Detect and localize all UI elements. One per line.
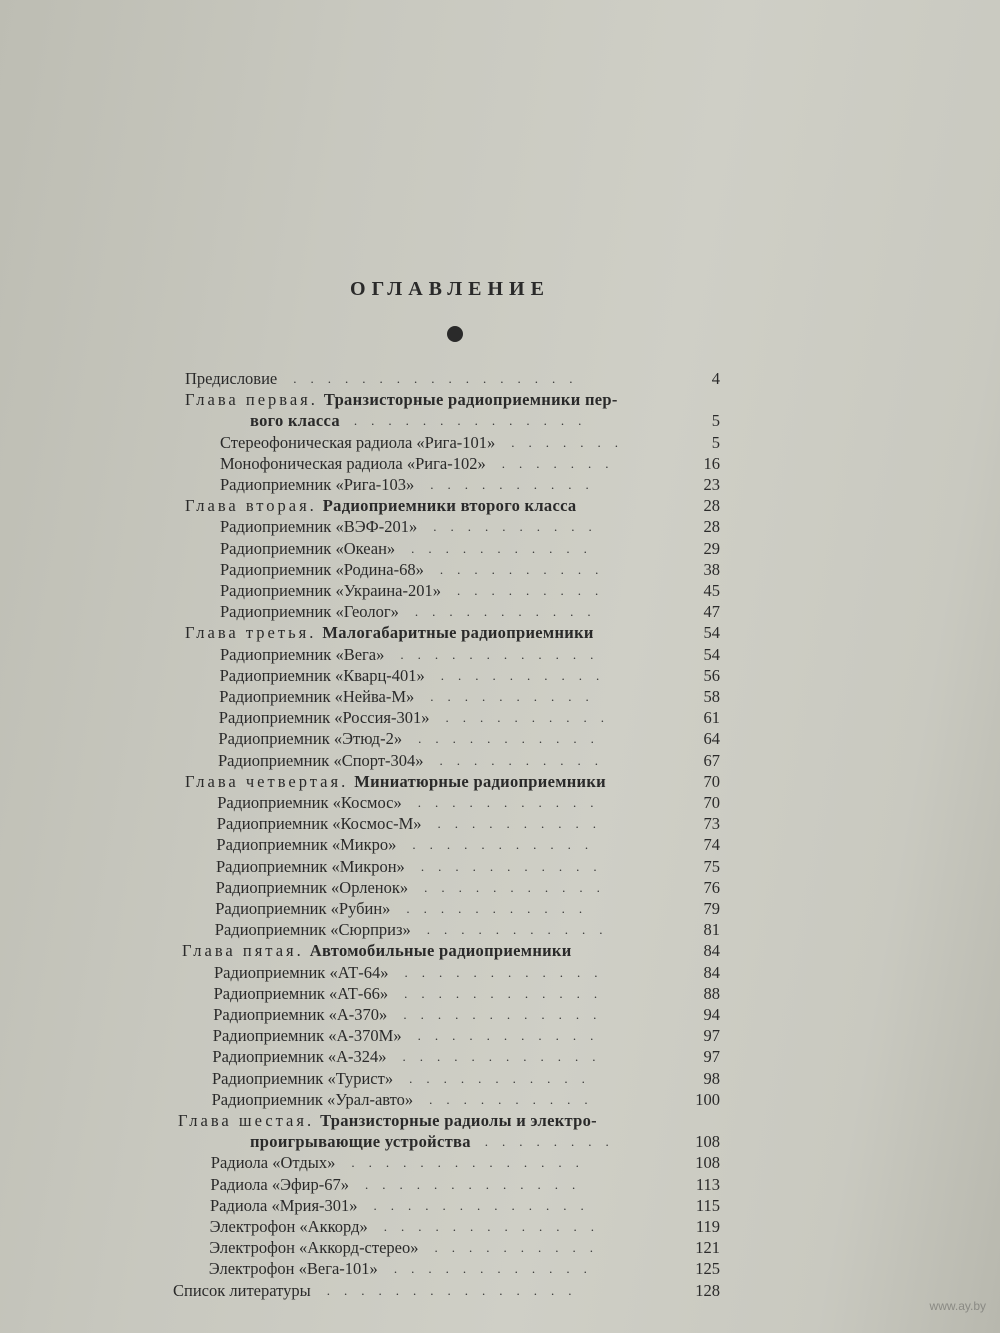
- toc-page-number: 67: [703, 750, 720, 770]
- toc-item-label: Радиоприемник «Турист»: [212, 1068, 394, 1088]
- toc-chapter-continuation[interactable]: [250, 410, 720, 432]
- leader-dots: ..........: [440, 667, 614, 683]
- toc-page-number: 70: [703, 793, 720, 812]
- toc-page-number: 74: [703, 835, 720, 855]
- toc-chapter-continuation[interactable]: [250, 1131, 720, 1153]
- toc-page-number: 76: [703, 877, 720, 897]
- toc-page-number: 5: [711, 411, 720, 431]
- toc-item[interactable]: [216, 834, 720, 856]
- chapter-title-continued: вого класса: [250, 411, 340, 431]
- toc-item-label: Радиоприемник «Космос»: [217, 793, 402, 812]
- leader-dots: ............: [400, 646, 608, 662]
- toc-item-label: Радиоприемник «Микрон»: [216, 856, 405, 876]
- watermark: www.ay.by: [929, 1299, 986, 1313]
- chapter-title: Транзисторные радиоприемники пер-: [323, 390, 618, 410]
- toc-page-number: 56: [703, 665, 720, 685]
- toc-item[interactable]: [212, 1046, 720, 1068]
- toc-item[interactable]: [216, 856, 720, 878]
- toc-page-number: 16: [703, 453, 720, 473]
- toc-item-label: Радиоприемник «Геолог»: [220, 602, 399, 622]
- leader-dots: .................: [293, 371, 587, 386]
- leader-dots: .............: [365, 1176, 590, 1192]
- toc-item-label: Электрофон «Аккорд-стерео»: [209, 1238, 419, 1258]
- leader-dots: ..........: [437, 816, 611, 832]
- toc-item[interactable]: [212, 1089, 720, 1111]
- toc-item-label: Радиоприемник «Спорт-304»: [218, 750, 424, 770]
- toc-item-label: Радиоприемник «Космос-М»: [216, 814, 422, 834]
- toc-item-label: Радиоприемник «А-370М»: [212, 1026, 402, 1046]
- leader-dots: ...........: [420, 858, 611, 874]
- leader-dots: .........: [457, 583, 613, 598]
- toc-item[interactable]: [220, 453, 720, 475]
- leader-dots: ............: [403, 1007, 611, 1022]
- toc-item[interactable]: [220, 601, 720, 623]
- toc-item[interactable]: [216, 877, 720, 899]
- toc-item-label: Радиоприемник «Орленок»: [215, 877, 409, 897]
- toc-item[interactable]: [215, 919, 720, 941]
- toc-item[interactable]: [220, 432, 720, 454]
- leader-dots: ..........: [439, 561, 613, 577]
- toc-item-label: Электрофон «Аккорд»: [209, 1217, 368, 1236]
- toc-item[interactable]: [220, 474, 720, 496]
- toc-page-number: 54: [703, 644, 720, 664]
- toc-page-number: 47: [703, 602, 720, 622]
- toc-item[interactable]: [218, 750, 720, 772]
- leader-dots: ..........: [434, 1240, 607, 1256]
- leader-dots: ..........: [439, 752, 613, 768]
- leader-dots: ........: [484, 1134, 623, 1150]
- toc-item[interactable]: [210, 1216, 720, 1238]
- toc-page-number: 84: [703, 941, 720, 961]
- page-title: ОГЛАВЛЕНИЕ: [350, 278, 550, 300]
- toc-item-label: Радиоприемник «Рубин»: [215, 899, 391, 918]
- toc-page-number: 119: [695, 1217, 720, 1236]
- toc-item[interactable]: [215, 898, 720, 920]
- toc-page-number: 54: [703, 623, 720, 643]
- leader-dots: ...........: [417, 1028, 608, 1044]
- toc-item[interactable]: [213, 1025, 720, 1047]
- toc-item-label: Радиоприемник «АТ-66»: [213, 983, 389, 1003]
- chapter-prefix: Глава шестая.: [178, 1111, 315, 1130]
- leader-dots: ..........: [429, 1091, 602, 1107]
- leader-dots: ............: [402, 1049, 610, 1065]
- toc-item[interactable]: [217, 813, 720, 835]
- chapter-title: Миниатюрные радиоприемники: [354, 771, 606, 791]
- chapter-title: Автомобильные радиоприемники: [309, 941, 572, 961]
- toc-chapter[interactable]: [178, 1110, 720, 1132]
- toc-item-label: Радиоприемник «Вега»: [220, 644, 385, 664]
- toc-item[interactable]: [210, 1195, 720, 1217]
- toc-page-number: 115: [695, 1195, 720, 1215]
- leader-dots: ..........: [430, 689, 603, 704]
- toc-item-label: Радиоприемник «Сюрприз»: [214, 920, 411, 940]
- toc-page-number: 38: [703, 559, 720, 579]
- toc-section[interactable]: [185, 368, 720, 390]
- toc-item-label: Радиола «Отдых»: [210, 1153, 336, 1173]
- toc-item[interactable]: [217, 792, 720, 814]
- leader-dots: ..............: [351, 1155, 593, 1171]
- toc-item[interactable]: [214, 962, 720, 984]
- chapter-title: Транзисторные радиолы и электро-: [320, 1111, 597, 1130]
- leader-dots: ...........: [414, 604, 605, 620]
- toc-item-label: Стереофоническая радиола «Рига-101»: [220, 432, 496, 452]
- toc-item-label: Радиоприемник «Украина-201»: [220, 581, 442, 600]
- toc-chapter[interactable]: [185, 771, 720, 793]
- toc-item-label: Радиола «Эфир-67»: [210, 1174, 349, 1194]
- chapter-prefix: Глава пятая.: [182, 941, 304, 961]
- toc-page-number: 70: [703, 771, 720, 791]
- toc-item[interactable]: [211, 1152, 720, 1174]
- chapter-prefix: Глава третья.: [185, 623, 317, 643]
- leader-dots: .......: [501, 455, 623, 471]
- leader-dots: ............: [404, 985, 612, 1001]
- toc-item[interactable]: [219, 686, 720, 708]
- toc-page-number: 94: [703, 1005, 720, 1024]
- toc-item[interactable]: [214, 983, 720, 1005]
- toc-item[interactable]: [220, 580, 720, 602]
- chapter-title: Радиоприемники второго класса: [322, 496, 577, 516]
- toc-chapter[interactable]: [185, 495, 720, 517]
- leader-dots: ...........: [426, 922, 617, 938]
- chapter-title-continued: проигрывающие устройства: [250, 1132, 471, 1152]
- toc-page-number: 98: [703, 1068, 720, 1088]
- chapter-title: Малогабаритные радиоприемники: [322, 623, 594, 643]
- toc-item-label: Радиоприемник «АТ-64»: [214, 962, 389, 982]
- toc-item[interactable]: [210, 1174, 720, 1196]
- leader-dots: ...........: [418, 731, 608, 747]
- toc-item-label: Радиола «Мрия-301»: [210, 1195, 358, 1215]
- toc-page-number: 28: [703, 517, 720, 537]
- toc-item-label: Радиоприемник «Кварц-401»: [219, 665, 425, 685]
- chapter-prefix: Глава первая.: [185, 390, 318, 410]
- toc-page-number: 73: [703, 814, 720, 834]
- leader-dots: ..............: [353, 413, 596, 429]
- toc-item-label: Радиоприемник «ВЭФ-201»: [220, 517, 418, 537]
- leader-dots: ...........: [412, 837, 603, 853]
- toc-item-label: Радиоприемник «Нейва-М»: [219, 687, 415, 706]
- toc-item[interactable]: [220, 665, 720, 687]
- toc-page-number: 4: [711, 369, 720, 388]
- toc-item[interactable]: [212, 1068, 720, 1090]
- toc-page-number: 29: [703, 538, 720, 558]
- toc-page-number: 97: [703, 1047, 720, 1067]
- toc-item[interactable]: [209, 1258, 720, 1280]
- leader-dots: ...........: [406, 901, 597, 916]
- leader-dots: .............: [383, 1219, 608, 1234]
- leader-dots: ...........: [409, 1070, 599, 1086]
- toc-page-number: 108: [695, 1153, 720, 1173]
- toc-item-label: Список литературы: [173, 1280, 311, 1300]
- toc-item-label: Радиоприемник «А-324»: [212, 1047, 387, 1067]
- toc-page-number: 75: [703, 856, 720, 876]
- toc-item-label: Радиоприемник «Океан»: [220, 538, 396, 558]
- toc-item[interactable]: [220, 516, 720, 538]
- leader-dots: .............: [373, 1197, 598, 1213]
- toc-page-number: 100: [695, 1089, 720, 1109]
- toc-page-number: 64: [703, 729, 720, 749]
- toc-item-label: Радиоприемник «Микро»: [216, 835, 397, 855]
- leader-dots: ...........: [424, 879, 614, 895]
- toc-item[interactable]: [209, 1237, 720, 1259]
- toc-item-label: Предисловие: [185, 369, 278, 388]
- toc-page-number: 58: [703, 687, 720, 706]
- leader-dots: ..........: [430, 477, 603, 492]
- toc-page-number: 97: [703, 1026, 720, 1046]
- toc-page-number: 88: [703, 983, 720, 1003]
- toc-page-number: 79: [703, 899, 720, 918]
- toc-item-label: Электрофон «Вега-101»: [208, 1259, 378, 1279]
- chapter-prefix: Глава четвертая.: [185, 771, 349, 791]
- toc-item[interactable]: [213, 1004, 720, 1026]
- toc-chapter[interactable]: [182, 940, 720, 962]
- toc-page-number: 108: [695, 1132, 720, 1152]
- toc-item[interactable]: [220, 559, 720, 581]
- toc-page-number: 28: [703, 496, 720, 516]
- toc-item-label: Радиоприемник «Урал-авто»: [211, 1089, 414, 1109]
- toc-page-number: 23: [703, 475, 720, 494]
- toc-page-number: 128: [695, 1280, 720, 1300]
- leader-dots: ............: [404, 964, 612, 980]
- toc-page-number: 5: [711, 432, 720, 452]
- toc-item-label: Радиоприемник «Россия-301»: [218, 708, 430, 728]
- toc-chapter[interactable]: [185, 622, 720, 644]
- leader-dots: ...............: [326, 1282, 586, 1298]
- leader-dots: ..........: [445, 710, 618, 726]
- toc-item[interactable]: [218, 728, 720, 750]
- leader-dots: ...........: [411, 540, 601, 556]
- toc-item[interactable]: [220, 538, 720, 560]
- toc-item[interactable]: [219, 707, 720, 729]
- toc-page-number: 45: [703, 581, 720, 600]
- toc-page-number: 61: [703, 708, 720, 728]
- toc-section[interactable]: [173, 1280, 720, 1302]
- toc-page-number: 121: [695, 1238, 720, 1258]
- leader-dots: ...........: [417, 795, 608, 810]
- toc-page-number: 84: [703, 962, 720, 982]
- toc-page-number: 113: [695, 1174, 720, 1194]
- toc-page-number: 81: [703, 920, 720, 940]
- toc-item-label: Радиоприемник «А-370»: [213, 1005, 388, 1024]
- toc-item-label: Монофоническая радиола «Рига-102»: [220, 453, 486, 473]
- toc-item-label: Радиоприемник «Рига-103»: [220, 475, 415, 494]
- toc-page-number: 125: [695, 1259, 720, 1279]
- toc-chapter[interactable]: [185, 389, 720, 411]
- toc-item-label: Радиоприемник «Родина-68»: [220, 559, 424, 579]
- leader-dots: .......: [511, 434, 633, 450]
- toc-item[interactable]: [220, 644, 720, 666]
- chapter-prefix: Глава вторая.: [185, 496, 317, 516]
- leader-dots: ..........: [433, 519, 606, 535]
- leader-dots: ............: [393, 1261, 601, 1277]
- toc-item-label: Радиоприемник «Этюд-2»: [218, 729, 403, 749]
